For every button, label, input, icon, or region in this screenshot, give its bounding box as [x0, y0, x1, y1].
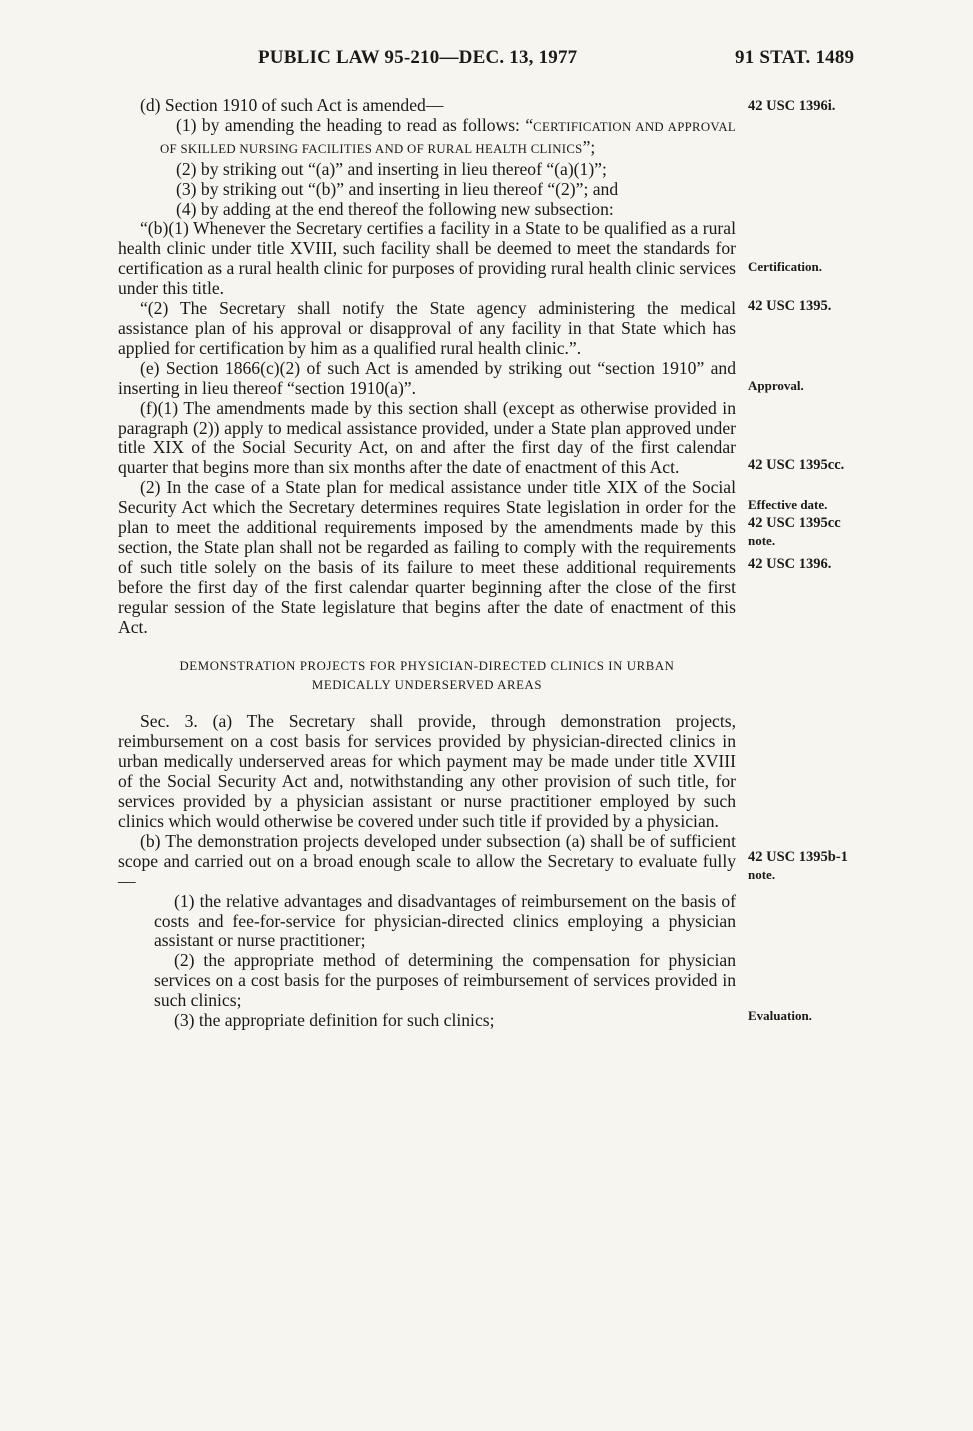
margin-note-certification: Certification.	[748, 259, 823, 274]
paragraph-sec3b3: (3) the appropriate definition for such clinics;	[174, 1010, 495, 1031]
paragraph-e: (e) Section 1866(c)(2) of such Act is amended by striking out “section 1910” and inserting in lieu thereof “section 1910(a)”.	[118, 357, 736, 398]
margin-note-effective-date: Effective date.	[748, 497, 828, 512]
running-header-title: PUBLIC LAW 95-210—DEC. 13, 1977	[258, 47, 578, 68]
margin-note-1395: 42 USC 1395.	[748, 298, 832, 314]
paragraph-b1: “(b)(1) Whenever the Secretary certifies a facility in a State to be qualified as a rural health clinic under title XVIII, such facility shall be deemed to meet the standards for certification as a rural health clinic for purposes of providing rural health clinic services under this title.	[118, 218, 736, 299]
heading-line-1: DEMONSTRATION PROJECTS FOR PHYSICIAN-DIRECTED CLINICS IN URBAN	[179, 659, 675, 674]
paragraph-d3: (3) by striking out “(b)” and inserting in lieu thereof “(2)”; and	[176, 178, 619, 199]
margin-note-1395cc-note: 42 USC 1395cc	[748, 515, 841, 531]
margin-note-1395cc: 42 USC 1395cc.	[748, 457, 845, 473]
d1-suffix: ”;	[582, 136, 596, 157]
paragraph-sec3b: (b) The demonstration projects developed under subsection (a) shall be of sufficient scope and carried out on a broad enough scale to allow the Secretary to evaluate fully—	[118, 830, 736, 891]
paragraph-sec3a	[118, 712, 736, 831]
margin-note-1396: 42 USC 1396.	[748, 556, 832, 572]
heading-line-2: MEDICALLY UNDERSERVED AREAS	[311, 678, 543, 693]
paragraph-d: (d) Section 1910 of such Act is amended—	[140, 95, 444, 115]
d1-prefix: (1) by amending the heading to read as follows: “	[176, 114, 534, 135]
margin-note-approval: Approval.	[748, 378, 804, 393]
sec3-label: Sec. 3.	[140, 711, 198, 732]
margin-note-note-2: note.	[748, 867, 776, 882]
body-text	[118, 96, 736, 1031]
margin-note-note-1: note.	[748, 533, 776, 548]
paragraph-f1: (f)(1) The amendments made by this section shall (except as otherwise provided in paragraph (2)) apply to medical assistance provided, under a State plan approved under title XIX of the Social Security Act, on and after the first day of the first calendar quarter that begins more than six months after the date of enactment of this Act.	[118, 397, 736, 478]
paragraph-d4: (4) by adding at the end thereof the following new subsection:	[176, 198, 614, 219]
margin-note-1395b-1: 42 USC 1395b-1	[748, 849, 848, 865]
paragraph-d1	[118, 116, 736, 160]
paragraph-d2: (2) by striking out “(a)” and inserting in lieu thereof “(a)(1)”;	[176, 158, 607, 179]
paragraph-sec3b1: (1) the relative advantages and disadvantages of reimbursement on the basis of costs and fee-for-service for physician-directed clinics employing a physician assistant or nurse practitioner;	[154, 890, 736, 951]
sec3a-text: (a) The Secretary shall provide, through demonstration projects, reimbursement on a cost basis for services provided by physician-directed clinics in urban medically underserved areas for which payment may be made under title XVIII of the Social Security Act and, notwithstanding any other provision of such title, for services provided by a physician assistant or nurse practitioner employed by such clinics which would otherwise be covered under such title if provided by a physician.	[118, 711, 736, 831]
paragraph-f2: (2) In the case of a State plan for medical assistance under title XIX of the Social Security Act which the Secretary determines requires State legislation in order for the plan to meet the additional requirements imposed by the amendments made by this section, the State plan shall not be regarded as failing to comply with the requirements of such title solely on the basis of its failure to meet these additional requirements before the first day of the first calendar quarter beginning after the close of the first regular session of the State legislature that begins after the date of enactment of this Act.	[118, 477, 736, 637]
d1-small-caps-heading: CERTIFICATION AND APPROVAL OF SKILLED NURSING FACILITIES AND OF RURAL HEALTH CLINICS	[160, 119, 736, 156]
paragraph-b2: “(2) The Secretary shall notify the State agency administering the medical assistance plan of his approval or disapproval of any facility in that State which has applied for certification by him as a qualified rural health clinic.”.	[118, 298, 736, 358]
paragraph-sec3b2: (2) the appropriate method of determining the compensation for physician services on a cost basis for the purposes of reimbursement of services provided in such clinics;	[154, 950, 736, 1011]
margin-note-1396i: 42 USC 1396i.	[748, 98, 836, 114]
section-heading	[118, 657, 736, 695]
margin-note-evaluation: Evaluation.	[748, 1008, 812, 1023]
page-number: 91 STAT. 1489	[735, 47, 855, 68]
